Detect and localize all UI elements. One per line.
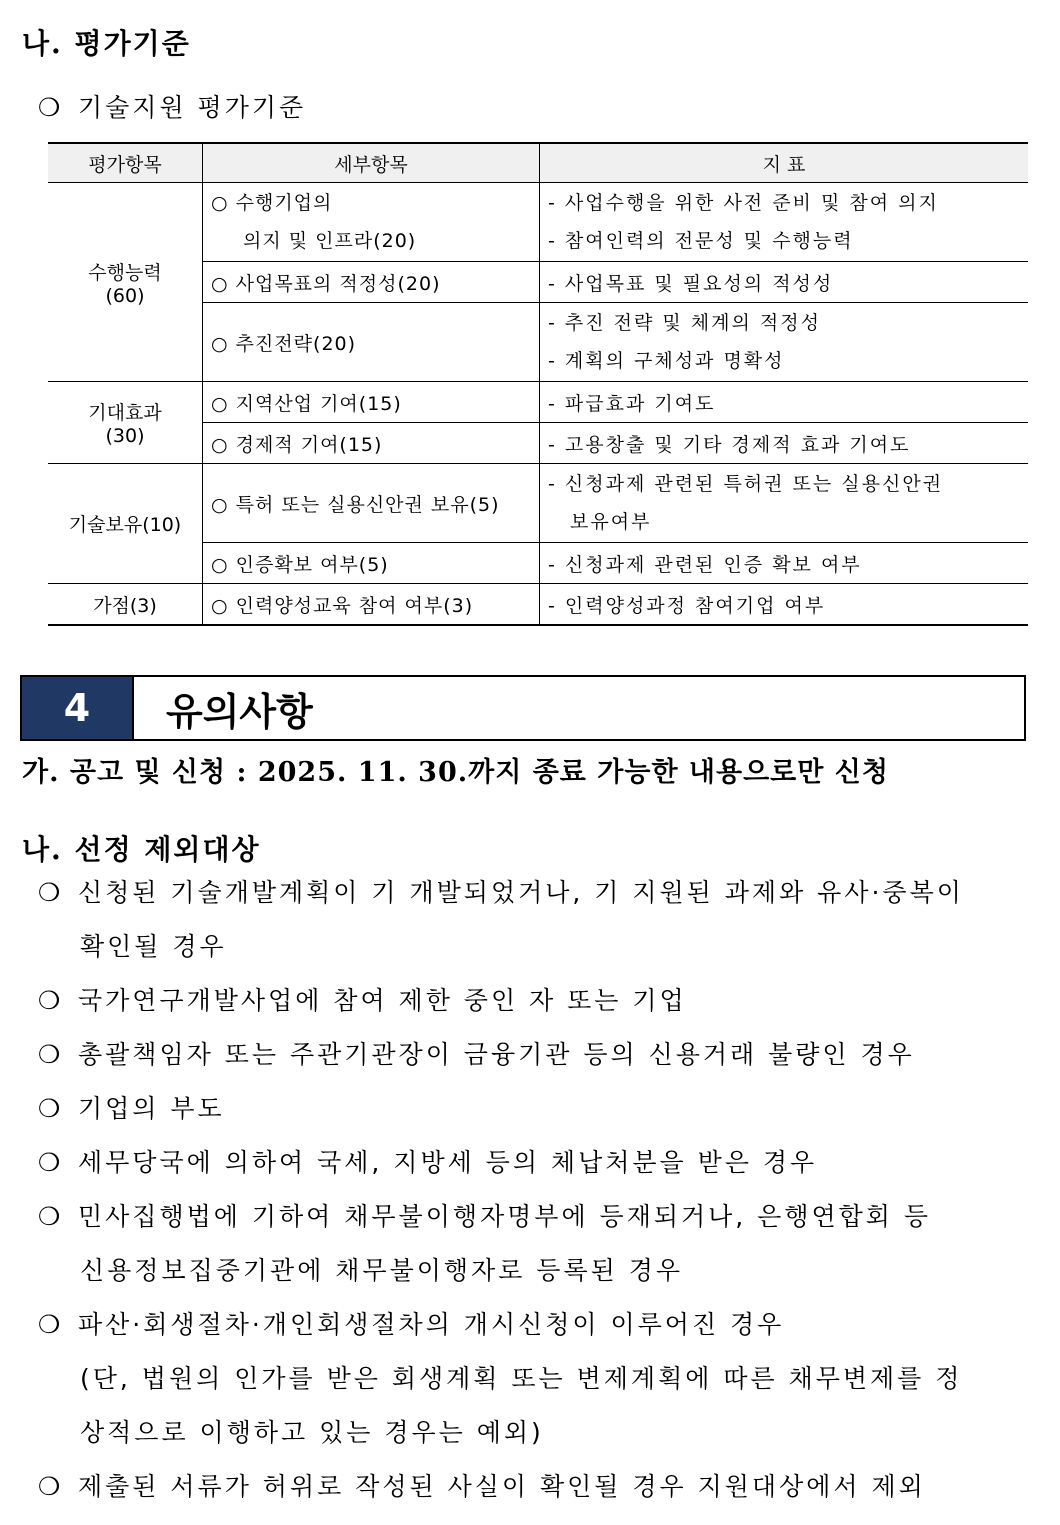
list-item-text-cont: 신용정보집중기관에 채무불이행자로 등록된 경우 [80,1256,683,1285]
list-item-text-cont: 상적으로 이행하고 있는 경우는 예외) [80,1418,544,1447]
circle-bullet-icon: ❍ [38,1310,64,1339]
category-cell: 기술보유(10) [48,464,203,584]
indicator-cell [540,303,1029,382]
subitem-cell: ○ 경제적 기여(15) [203,423,540,464]
category-score: (60) [105,284,145,307]
circle-bullet-icon: ❍ [38,1202,64,1231]
indicator-cell: - 신청과제 관련된 인증 확보 여부 [540,543,1029,584]
subitem-cell: ○ 인증확보 여부(5) [203,543,540,584]
list-item-text: 국가연구개발사업에 참여 제한 중인 자 또는 기업 [78,986,687,1015]
category-score: (30) [105,425,145,447]
list-item [38,1190,1028,1298]
header-indicator: 지 표 [540,143,1029,183]
list-item-text: 총괄책임자 또는 주관기관장이 금융기관 등의 신용거래 불량인 경우 [78,1040,915,1069]
circle-bullet-icon: ❍ [38,878,64,907]
subitem-cell: ○ 특허 또는 실용신안권 보유(5) [203,464,540,543]
subitem-cell: ○ 인력양성교육 참여 여부(3) [203,584,540,626]
subitem-cell [203,183,540,262]
indicator-text: - 추진 전략 및 체계의 적정성 [548,312,821,334]
circle-bullet-icon: ❍ [38,93,64,122]
circle-bullet-icon: ❍ [38,986,64,1015]
category-label: 기대효과 [88,402,162,424]
subitem-text: ○ 수행기업의 [211,192,333,214]
indicator-text-cont: 보유여부 [570,511,652,533]
indicator-cell [540,183,1029,262]
indicator-cell [540,464,1029,543]
list-item [38,1460,1028,1514]
eval-subtitle: 기술지원 평가기준 [78,93,307,122]
list-item [38,974,1028,1028]
list-item-text: 신청된 기술개발계획이 기 개발되었거나, 기 지원된 과제와 유사·중복이 [78,878,964,907]
table-row [48,382,1028,423]
section-number: 4 [22,677,132,739]
subitem-text-cont: 의지 및 인프라(20) [243,230,417,252]
circle-bullet-icon: ❍ [38,1472,64,1501]
list-item-text-cont: 확인될 경우 [80,932,227,961]
evaluation-criteria-table [48,142,1028,626]
list-item [38,1298,1028,1460]
indicator-text: - 신청과제 관련된 특허권 또는 실용신안권 [548,473,944,495]
category-cell: 가점(3) [48,584,203,626]
indicator-text: - 사업수행을 위한 사전 준비 및 참여 의지 [548,192,939,214]
header-subitem: 세부항목 [203,143,540,183]
category-cell [48,183,203,382]
category-cell [48,382,203,464]
table-row [48,584,1028,626]
exclusion-list [38,866,1028,1514]
section-na-title: 나. 평가기준 [22,27,191,60]
eval-subtitle-line [38,88,306,124]
list-item [38,1028,1028,1082]
table-row [48,183,1028,262]
list-item-text: 민사집행법에 기하여 채무불이행자명부에 등재되거나, 은행연합회 등 [78,1202,932,1231]
section-na2-title: 나. 선정 제외대상 [22,833,261,866]
subitem-cell: ○ 사업목표의 적정성(20) [203,262,540,303]
indicator-text: - 참여인력의 전문성 및 수행능력 [548,230,854,252]
list-item-text: 제출된 서류가 허위로 작성된 사실이 확인될 경우 지원대상에서 제외 [78,1472,926,1501]
circle-bullet-icon: ❍ [38,1094,64,1123]
list-item [38,866,1028,974]
section-banner [20,675,1026,741]
category-label: 수행능력 [88,261,162,284]
circle-bullet-icon: ❍ [38,1148,64,1177]
indicator-cell: - 고용창출 및 기타 경제적 효과 기여도 [540,423,1029,464]
table-row [48,464,1028,543]
subitem-cell: ○ 지역산업 기여(15) [203,382,540,423]
table-header-row [48,143,1028,183]
indicator-cell: - 사업목표 및 필요성의 적성성 [540,262,1029,303]
indicator-text: - 계획의 구체성과 명확성 [548,350,785,372]
header-category: 평가항목 [48,143,203,183]
application-period-line: 가. 공고 및 신청 : 2025. 11. 30.까지 종료 가능한 내용으로만 신청 [22,757,889,788]
section-title: 유의사항 [132,677,1024,739]
list-item-text: 세무당국에 의하여 국세, 지방세 등의 체납처분을 받은 경우 [78,1148,818,1177]
subitem-cell: ○ 추진전략(20) [203,303,540,382]
circle-bullet-icon: ❍ [38,1040,64,1069]
list-item-text-cont: (단, 법원의 인가를 받은 회생계획 또는 변제계획에 따른 채무변제를 정 [80,1364,963,1393]
list-item-text: 기업의 부도 [78,1094,225,1123]
indicator-cell: - 파급효과 기여도 [540,382,1029,423]
list-item [38,1082,1028,1136]
indicator-cell: - 인력양성과정 참여기업 여부 [540,584,1029,626]
list-item [38,1136,1028,1190]
list-item-text: 파산·회생절차·개인회생절차의 개시신청이 이루어진 경우 [78,1310,785,1339]
